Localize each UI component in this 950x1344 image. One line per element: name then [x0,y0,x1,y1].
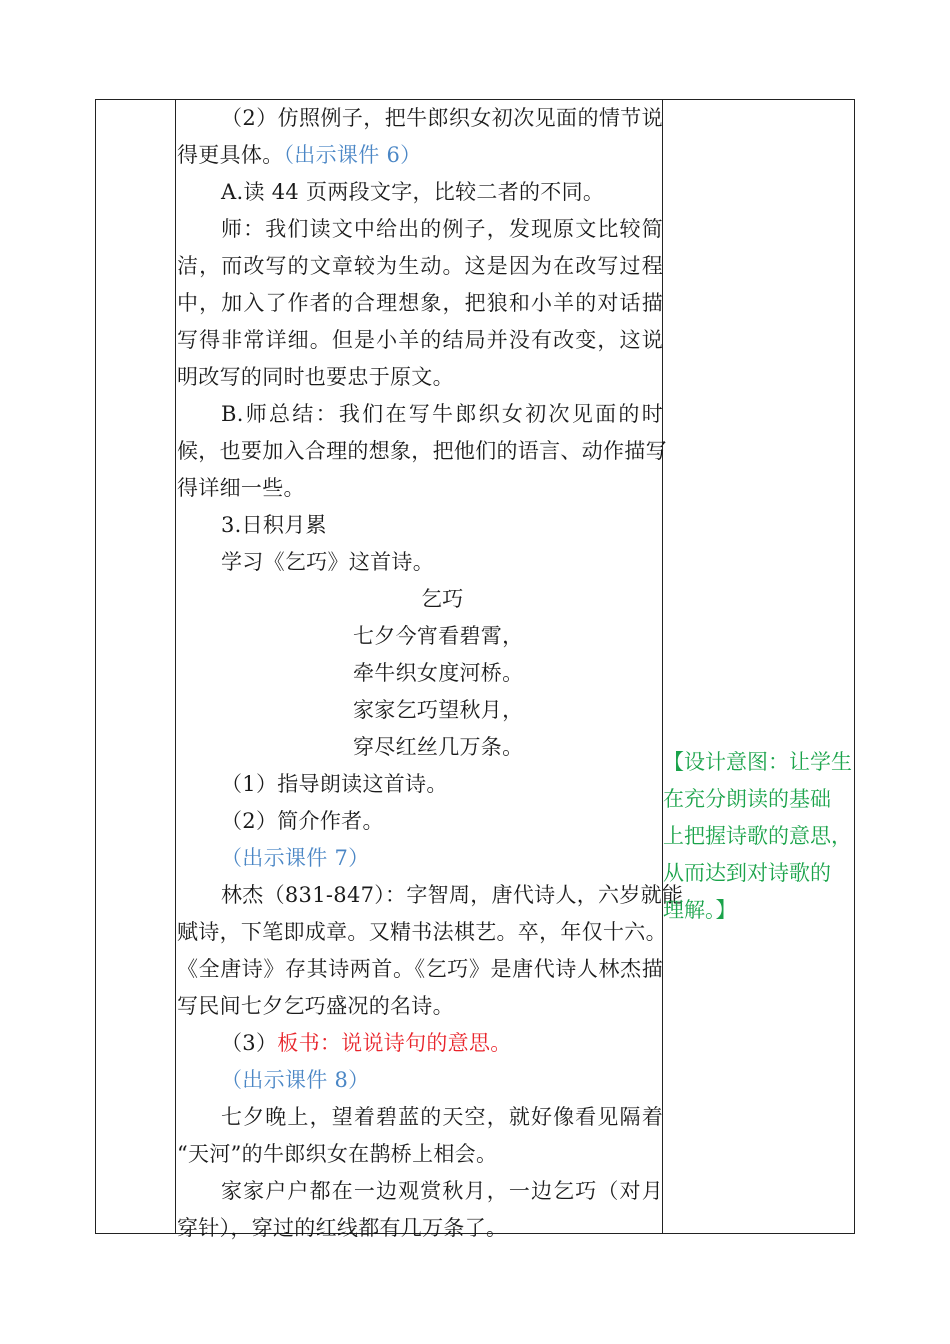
design-intent-line: 【设计意图：让学生 [663,750,852,774]
content-line: 师：我们读文中给出的例子，发现原文比较简 [221,217,663,241]
content-line: B.师总结：我们在写牛郎织女初次见面的时 [221,402,663,426]
column-divider-left [175,100,176,1233]
poem-line: 穿尽红丝几万条。 [353,735,524,759]
content-line: 家家户户都在一边观赏秋月，一边乞巧（对月 [221,1179,663,1203]
design-intent-line: 理解。】 [663,898,737,922]
courseware-note: （出示课件 6） [283,143,422,167]
design-intent-column [663,744,854,929]
courseware-note: （出示课件 7） [221,846,370,870]
poem-line: 七夕今宵看碧霄， [353,624,524,648]
design-intent-line: 上把握诗歌的意思， [663,824,852,848]
teaching-content-column [177,100,684,1247]
content-line: 学习《乞巧》这首诗。 [221,550,434,574]
content-line: 写得非常详细。但是小羊的结局并没有改变，这说 [177,328,663,352]
content-line: （3）板书：说说诗句的意思。 [221,1031,512,1055]
poem-line: 牵牛织女度河桥。 [353,661,524,685]
blackboard-note: 板书：说说诗句的意思。 [277,1031,512,1055]
content-line: （2）仿照例子，把牛郎织女初次见面的情节说 [221,106,663,130]
content-line: 中，加入了作者的合理想象，把狼和小羊的对话描 [177,291,663,315]
content-line: 洁，而改写的文章较为生动。这是因为在改写过程 [177,254,663,278]
content-line: “天河”的牛郎织女在鹊桥上相会。 [177,1142,498,1166]
design-intent-line: 从而达到对诗歌的 [663,861,831,885]
content-line: 写民间七夕乞巧盛况的名诗。 [177,994,454,1018]
content-line: 穿针），穿过的红线都有几万条了。 [177,1216,508,1240]
content-line: 得更具体。（出示课件 6） [177,143,422,167]
content-line: （1）指导朗读这首诗。 [221,772,448,796]
courseware-note: （出示课件 8） [221,1068,370,1092]
poem-line: 家家乞巧望秋月， [353,698,524,722]
design-intent-line: 在充分朗读的基础 [663,787,831,811]
content-line: 《全唐诗》存其诗两首。《乞巧》是唐代诗人林杰描 [177,957,663,981]
content-line: 候，也要加入合理的想象，把他们的语言、动作描写 [177,439,667,463]
content-line: 明改写的同时也要忠于原文。 [177,365,454,389]
section-heading: 3.日积月累 [221,513,327,537]
content-line: （2）简介作者。 [221,809,384,833]
poem-title: 乞巧 [421,587,464,611]
content-line: 得详细一些。 [177,476,305,500]
content-line: 七夕晚上，望着碧蓝的天空，就好像看见隔着 [221,1105,663,1129]
content-line: 赋诗，下笔即成章。又精书法棋艺。卒，年仅十六。 [177,920,667,944]
content-line: 林杰（831-847）：字智周，唐代诗人，六岁就能 [221,883,684,907]
content-line: A.读 44 页两段文字，比较二者的不同。 [221,180,605,204]
